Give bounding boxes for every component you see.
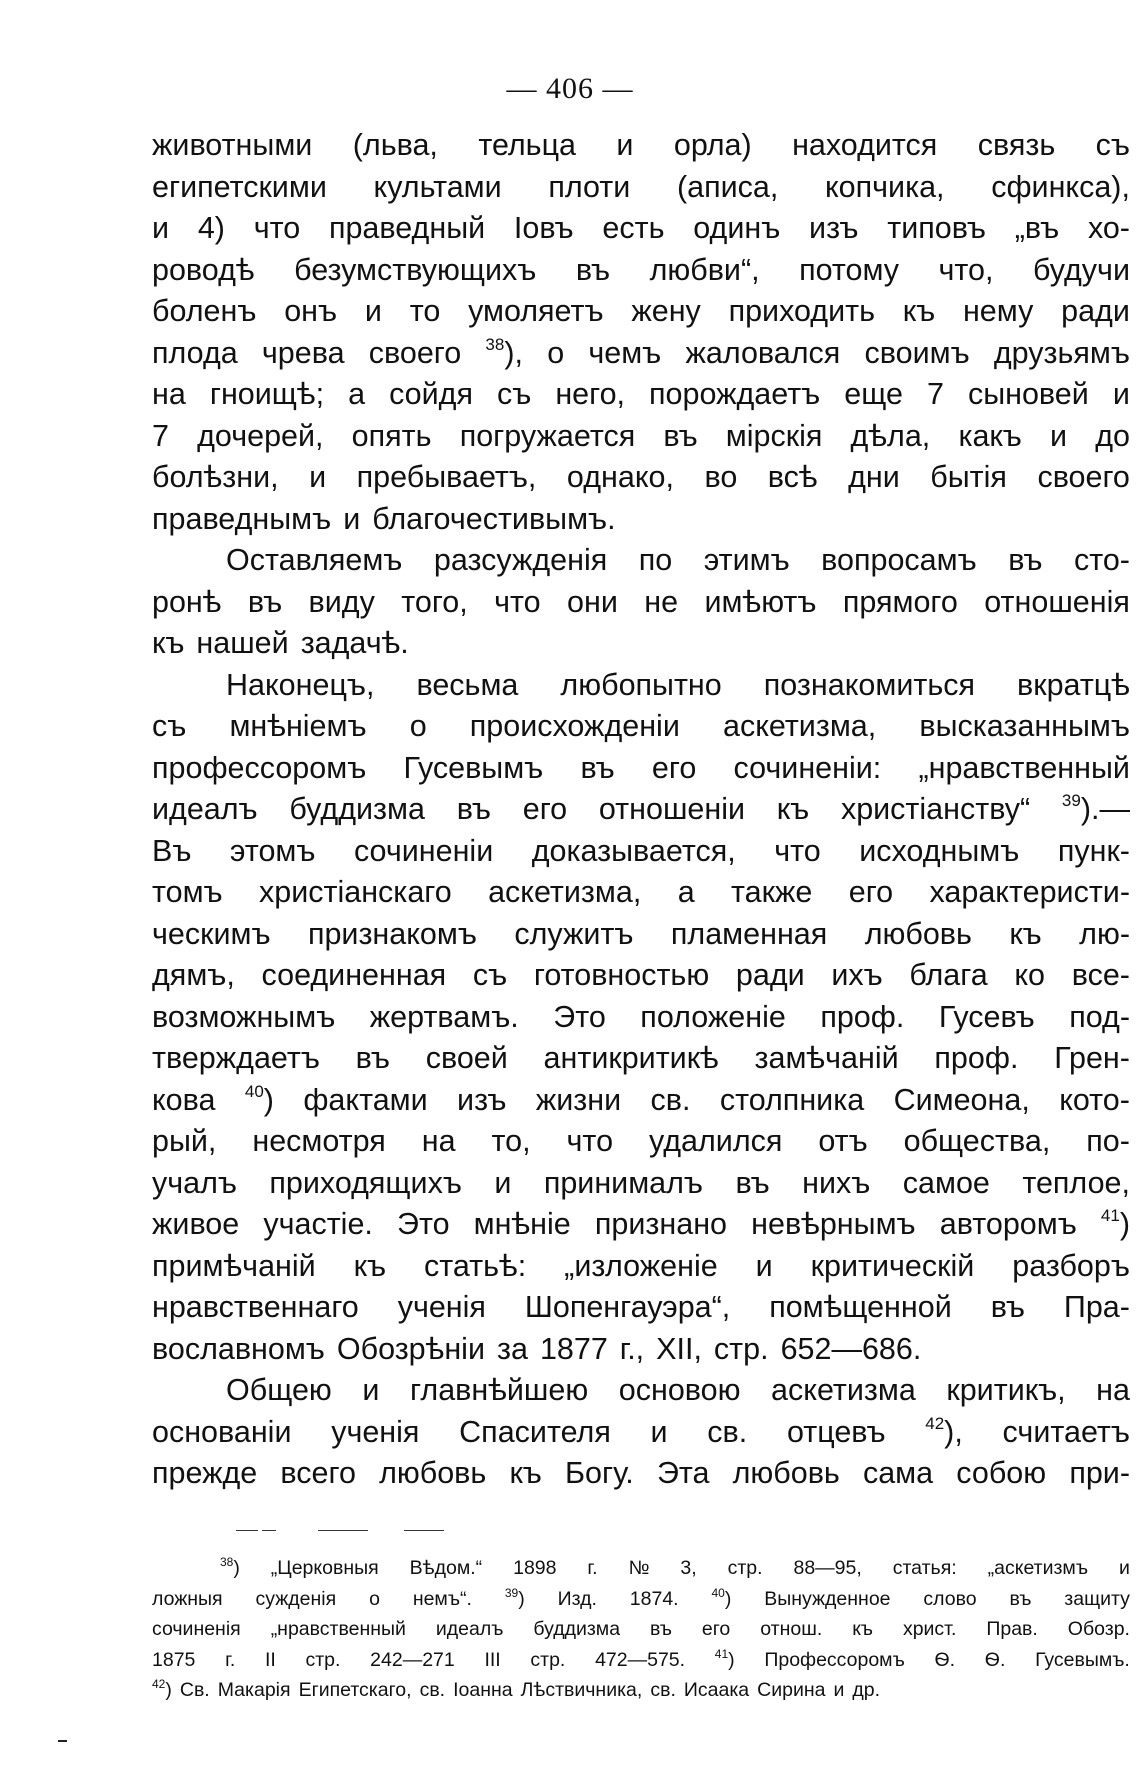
text-line: роводѣ безумствующихъ въ любви“, потому что, будучи — [152, 252, 1130, 287]
text-line: 7 дочерей, опять погружается въ мірскія дѣла, какъ и до — [152, 418, 1130, 453]
text-line: дямъ, соединенная съ готовностью ради ихъ блага ко все- — [152, 958, 1130, 992]
text-line: вославномъ Обозрѣніи за 1877 г., XII, стр. 652—686. — [152, 1331, 922, 1366]
text-line: животными (льва, тельца и орла) находится связь съ — [152, 128, 1130, 162]
text-line: ческимъ признакомъ служитъ пламенная любовь къ лю- — [152, 916, 1130, 951]
text-line: томъ христіанскаго аскетизма, а также его характеристи- — [152, 875, 1130, 909]
text-line: къ нашей задачѣ. — [152, 626, 409, 660]
text-line: Оставляемъ разсужденія по этимъ вопросамъ въ сто- — [226, 543, 1130, 577]
text-line: примѣчаній къ статьѣ: „изложеніе и критическій разборъ — [152, 1248, 1130, 1283]
text-line: рый, несмотря на то, что удалился отъ общества, по- — [152, 1124, 1130, 1158]
text-line: египетскими культами плоти (аписа, копчика, сфинкса), — [152, 169, 1130, 204]
text-line: Общею и главнѣйшею основою аскетизма критикъ, на — [226, 1373, 1130, 1407]
text-line: нравственнаго ученія Шопенгауэра“, помѣщенной въ Пра- — [152, 1290, 1130, 1324]
text-line: прежде всего любовь къ Богу. Эта любовь сама собою при- — [152, 1456, 1130, 1490]
text-line: боленъ онъ и то умоляетъ жену приходить къ нему ради — [152, 294, 1130, 328]
text-line: плода чрева своего $^{38}$), о чемъ жаловался своимъ друзьямъ — [152, 334, 1130, 370]
text-line: съ мнѣніемъ о происхожденіи аскетизма, высказаннымъ — [152, 709, 1130, 743]
text-line: болѣзни, и пребываетъ, однако, во всѣ дни бытія своего — [152, 460, 1130, 494]
footnote-separator — [236, 1528, 446, 1534]
text-line: ронѣ въ виду того, что они не имѣютъ прямого отношенія — [152, 584, 1130, 619]
footnote-line: сочиненія „нравственный идеалъ буддизма въ его отнош. къ христ. Прав. Обозр. — [152, 1618, 1130, 1640]
footnote-line: ложныя сужденія о немъ“. $^{39}$) Изд. 1874. $^{40}$) Вынужденное слово въ защиту — [152, 1585, 1130, 1610]
text-line: Наконецъ, весьма любопытно познакомиться вкратцѣ — [226, 667, 1130, 702]
footnotes — [152, 1553, 1130, 1706]
text-line: на гноищѣ; а сойдя съ него, порождаетъ еще 7 сыновей и — [152, 377, 1130, 411]
margin-mark — [58, 1740, 67, 1742]
text-line: и 4) что праведный Іовъ есть одинъ изъ типовъ „въ хо- — [152, 211, 1130, 245]
text-line: учалъ приходящихъ и принималъ въ нихъ самое теплое, — [152, 1165, 1130, 1200]
text-line: живое участіе. Это мнѣніе признано невѣрнымъ авторомъ $^{41}$) — [152, 1206, 1130, 1241]
text-line: профессоромъ Гусевымъ въ его сочиненіи: „нравственный — [152, 750, 1130, 785]
text-line: основаніи ученія Спасителя и св. отцевъ $^{42}$), считаетъ — [152, 1413, 1130, 1449]
text-line: праведнымъ и благочестивымъ. — [152, 501, 616, 536]
text-line: тверждаетъ въ своей антикритикѣ замѣчаній проф. Грен- — [152, 1041, 1130, 1075]
text-line: Въ этомъ сочиненіи доказывается, что исходнымъ пунк- — [152, 833, 1130, 868]
page-number: — 406 — — [506, 72, 634, 105]
main-text — [152, 125, 1130, 1495]
text-line: идеалъ буддизма въ его отношеніи къ христіанству“ $^{39}$).— — [152, 791, 1130, 826]
footnote-line: $^{42}$) Св. Макарія Египетскаго, св. Іоанна Лѣствичника, св. Исаака Сирина и др. — [152, 1677, 881, 1701]
text-line: кова $^{40}$) фактами изъ жизни св. столпника Симеона, кото- — [152, 1081, 1130, 1117]
text-line: возможнымъ жертвамъ. Это положеніе проф. Гусевъ под- — [152, 999, 1130, 1034]
footnote-line: 1875 г. II стр. 242—271 III стр. 472—575. $^{41}$) Профессоромъ Ѳ. Ѳ. Гусевымъ. — [152, 1646, 1130, 1671]
footnote-line: $^{38}$) „Церковныя Вѣдом.“ 1898 г. № 3, стр. 88—95, статья: „аскетизмъ и — [220, 1555, 1130, 1579]
